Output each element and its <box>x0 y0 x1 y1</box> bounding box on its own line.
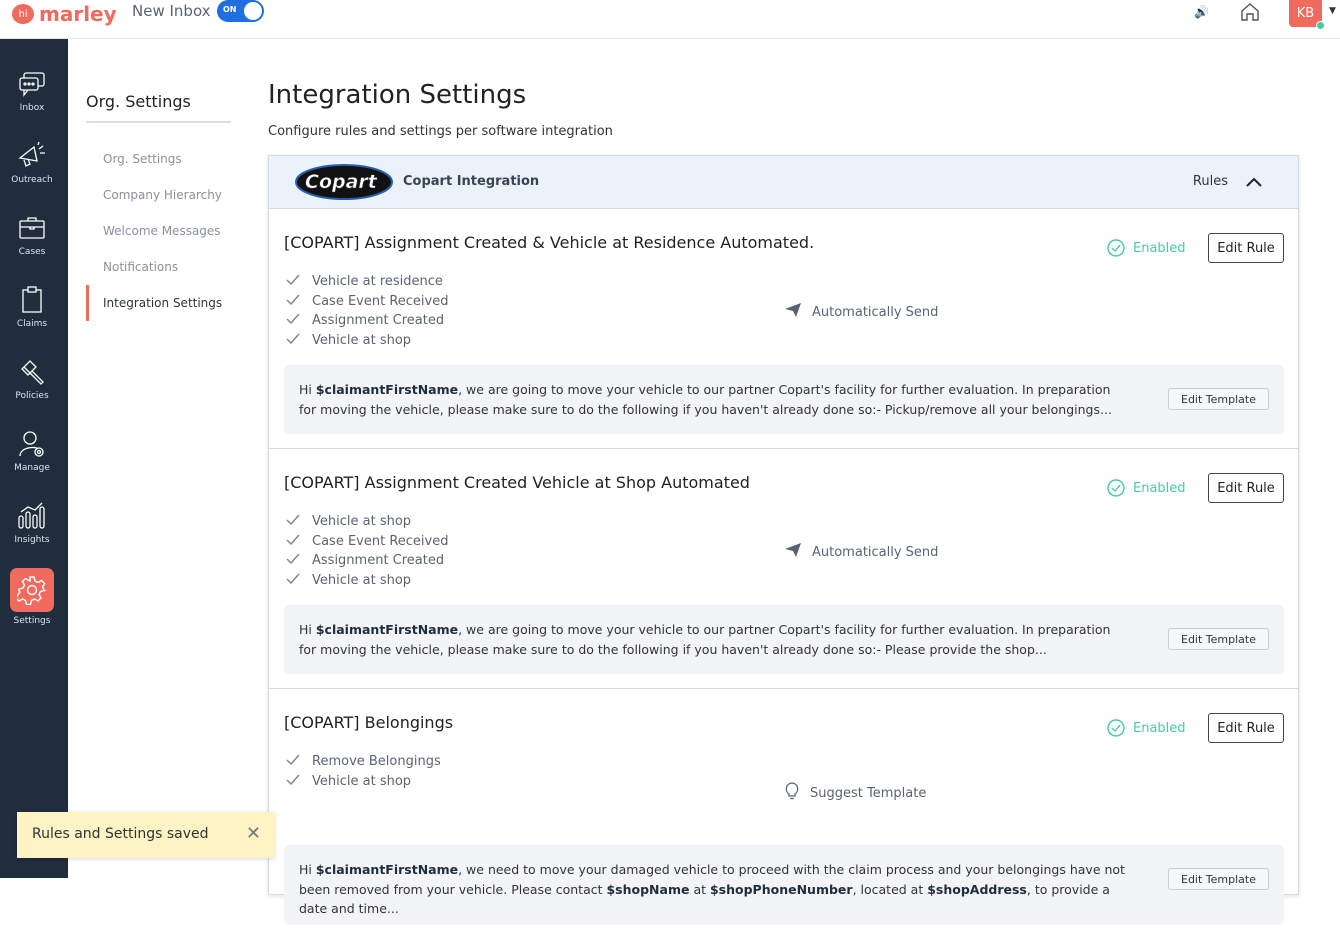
condition-label: Assignment Created <box>312 553 445 569</box>
check-circle-icon <box>1107 719 1125 737</box>
action-label: Suggest Template <box>810 785 927 801</box>
page-title: Integration Settings <box>268 80 527 110</box>
marley-logo[interactable] <box>12 2 117 26</box>
rule-conditions <box>286 512 448 590</box>
template-text: , located at <box>852 881 928 897</box>
edit-rule-button[interactable]: Edit Rule <box>1208 233 1284 263</box>
check-icon <box>286 274 300 289</box>
gear-icon <box>10 568 54 612</box>
edit-rule-button[interactable]: Edit Rule <box>1208 713 1284 743</box>
subnav-title: Org. Settings <box>86 92 231 123</box>
status-label: Enabled <box>1133 480 1186 496</box>
template-text: Hi <box>299 862 316 877</box>
template-text: Hi <box>299 382 316 397</box>
rule-condition <box>286 512 448 532</box>
template-text: , to provide a date and time... <box>299 881 1110 916</box>
paper-plane-icon <box>784 542 802 562</box>
edit-rule-button[interactable]: Edit Rule <box>1208 473 1284 503</box>
sidebar-item-label: Policies <box>15 391 49 401</box>
check-icon <box>286 573 300 588</box>
status-badge <box>1107 239 1186 257</box>
edit-template-button[interactable]: Edit Template <box>1168 388 1269 410</box>
condition-label: Assignment Created <box>312 313 445 329</box>
rule-condition <box>286 752 441 772</box>
chart-icon <box>0 497 64 535</box>
subnav-item-integration-settings[interactable]: Integration Settings <box>86 285 231 321</box>
message-template <box>284 845 1284 925</box>
new-inbox-label: New Inbox <box>132 2 211 20</box>
template-variable: $claimantFirstName <box>315 862 459 877</box>
clipboard-icon <box>0 281 64 319</box>
sidebar-item-outreach[interactable] <box>0 137 64 185</box>
chevron-down-icon[interactable]: ▼ <box>1329 6 1336 16</box>
rule-section <box>269 689 1298 929</box>
toast-message: Rules and Settings saved <box>32 826 209 842</box>
integration-header[interactable] <box>269 156 1298 209</box>
rule-condition <box>286 311 448 331</box>
svg-text:Copart: Copart <box>305 171 377 193</box>
integration-card <box>268 155 1299 916</box>
check-icon <box>286 553 300 568</box>
sidebar-item-cases[interactable] <box>0 209 64 257</box>
condition-label: Case Event Received <box>312 293 449 309</box>
rule-title: [COPART] Assignment Created & Vehicle at Residence Automated. <box>284 233 815 252</box>
sidebar-item-label: Outreach <box>11 175 53 185</box>
rule-action <box>784 542 938 562</box>
template-variable: $shopName <box>606 881 690 897</box>
message-template <box>284 365 1284 434</box>
online-status-dot <box>1316 21 1325 30</box>
sidebar-item-label: Manage <box>14 463 50 473</box>
rules-collapse-toggle[interactable] <box>1193 174 1262 189</box>
rule-title: [COPART] Assignment Created Vehicle at Shop Automated <box>284 473 750 492</box>
sidebar-item-label: Settings <box>13 616 51 626</box>
close-icon[interactable]: ✕ <box>245 823 261 844</box>
status-label: Enabled <box>1133 720 1186 736</box>
template-text: , we are going to move your vehicle to our partner Copart's facility for further evaluation. In preparation for moving the vehicle, please make sure to do the following if you haven't already done so:- Pickup/remove all your belongings... <box>299 382 1112 417</box>
sidebar-item-label: Claims <box>16 319 48 329</box>
condition-label: Vehicle at shop <box>312 572 412 588</box>
rule-section <box>269 209 1298 449</box>
check-icon <box>286 294 300 309</box>
rule-action <box>784 782 926 804</box>
logo-badge: hi <box>12 4 34 24</box>
logo-text: marley <box>39 2 117 26</box>
action-label: Automatically Send <box>812 304 939 320</box>
template-message <box>299 380 1129 419</box>
rule-conditions <box>286 752 441 791</box>
check-icon <box>286 754 300 769</box>
inbox-icon <box>0 65 64 103</box>
edit-template-button[interactable]: Edit Template <box>1168 628 1269 650</box>
rules-label: Rules <box>1192 174 1228 189</box>
action-label: Automatically Send <box>812 544 939 560</box>
new-inbox-toggle[interactable] <box>217 0 264 22</box>
chevron-up-icon <box>1246 177 1262 187</box>
template-variable: $claimantFirstName <box>315 382 459 397</box>
settings-subnav <box>86 92 231 321</box>
check-icon <box>286 534 300 549</box>
check-circle-icon <box>1107 479 1125 497</box>
status-badge <box>1107 479 1186 497</box>
template-message <box>299 860 1129 919</box>
rule-condition <box>286 292 448 312</box>
subnav-item-company-hierarchy[interactable]: Company Hierarchy <box>103 188 222 202</box>
condition-label: Case Event Received <box>312 533 449 549</box>
user-gear-icon <box>0 425 64 463</box>
rule-title: [COPART] Belongings <box>284 713 454 732</box>
condition-label: Remove Belongings <box>312 754 441 770</box>
avatar-initials: KB <box>1296 6 1315 21</box>
template-variable: $claimantFirstName <box>315 622 459 637</box>
template-text: , we are going to move your vehicle to our partner Copart's facility for further evaluation. In preparation for moving the vehicle, please make sure to do the following if you haven't already done so:- Please provide the shop... <box>299 622 1111 657</box>
integration-title: Copart Integration <box>403 174 540 189</box>
template-text: Hi <box>299 622 316 637</box>
edit-template-button[interactable]: Edit Template <box>1168 868 1269 890</box>
sidebar-item-settings[interactable] <box>0 568 64 626</box>
template-variable: $shopPhoneNumber <box>709 881 853 897</box>
toast-notification <box>17 812 275 858</box>
subnav-item-welcome-messages[interactable]: Welcome Messages <box>103 224 221 238</box>
condition-label: Vehicle at shop <box>312 514 412 530</box>
main-header <box>268 80 1299 139</box>
speaker-icon[interactable]: 🔊 <box>1194 5 1209 19</box>
rule-section <box>269 449 1298 689</box>
rule-condition <box>286 772 441 792</box>
template-text: , we need to move your damaged vehicle to proceed with the claim process and your belongings have not been removed from your vehicle. Please contact <box>299 862 1125 897</box>
message-template <box>284 605 1284 674</box>
check-icon <box>286 313 300 328</box>
megaphone-icon <box>0 137 64 175</box>
rule-condition <box>286 551 448 571</box>
status-label: Enabled <box>1133 240 1186 256</box>
sidebar-item-label: Inbox <box>19 103 45 113</box>
rule-action <box>784 302 938 322</box>
rule-condition <box>286 532 448 552</box>
check-icon <box>286 774 300 789</box>
sidebar-item-insights[interactable] <box>0 497 64 545</box>
template-variable: $shopAddress <box>927 881 1027 897</box>
page-description: Configure rules and settings per software integration <box>268 124 613 139</box>
top-bar <box>0 0 1340 39</box>
template-message <box>299 620 1129 659</box>
home-icon[interactable] <box>1240 2 1260 26</box>
user-avatar[interactable] <box>1289 0 1322 27</box>
paper-plane-icon <box>784 302 802 322</box>
sidebar-item-label: Insights <box>14 535 50 545</box>
check-icon <box>286 514 300 529</box>
toggle-label: ON <box>223 5 237 14</box>
condition-label: Vehicle at shop <box>312 332 412 348</box>
sidebar-item-policies[interactable] <box>0 353 64 401</box>
sidebar-item-claims[interactable] <box>0 281 64 329</box>
condition-label: Vehicle at residence <box>312 274 443 290</box>
template-text: at <box>689 881 710 897</box>
rule-condition <box>286 331 448 351</box>
check-circle-icon <box>1107 239 1125 257</box>
rule-condition <box>286 272 448 292</box>
sidebar-item-manage[interactable] <box>0 425 64 473</box>
sidebar <box>0 39 68 878</box>
subnav-item-org-settings[interactable]: Org. Settings <box>103 152 182 166</box>
sidebar-item-label: Cases <box>18 247 46 257</box>
sidebar-item-inbox[interactable] <box>0 65 64 113</box>
lightbulb-icon <box>784 782 800 804</box>
copart-logo <box>295 164 393 200</box>
check-icon <box>286 333 300 348</box>
briefcase-icon <box>0 209 64 247</box>
status-badge <box>1107 719 1186 737</box>
condition-label: Vehicle at shop <box>312 773 412 789</box>
subnav-item-notifications[interactable]: Notifications <box>103 260 179 274</box>
rule-conditions <box>286 272 448 350</box>
rule-condition <box>286 571 448 591</box>
gavel-icon <box>0 353 64 391</box>
